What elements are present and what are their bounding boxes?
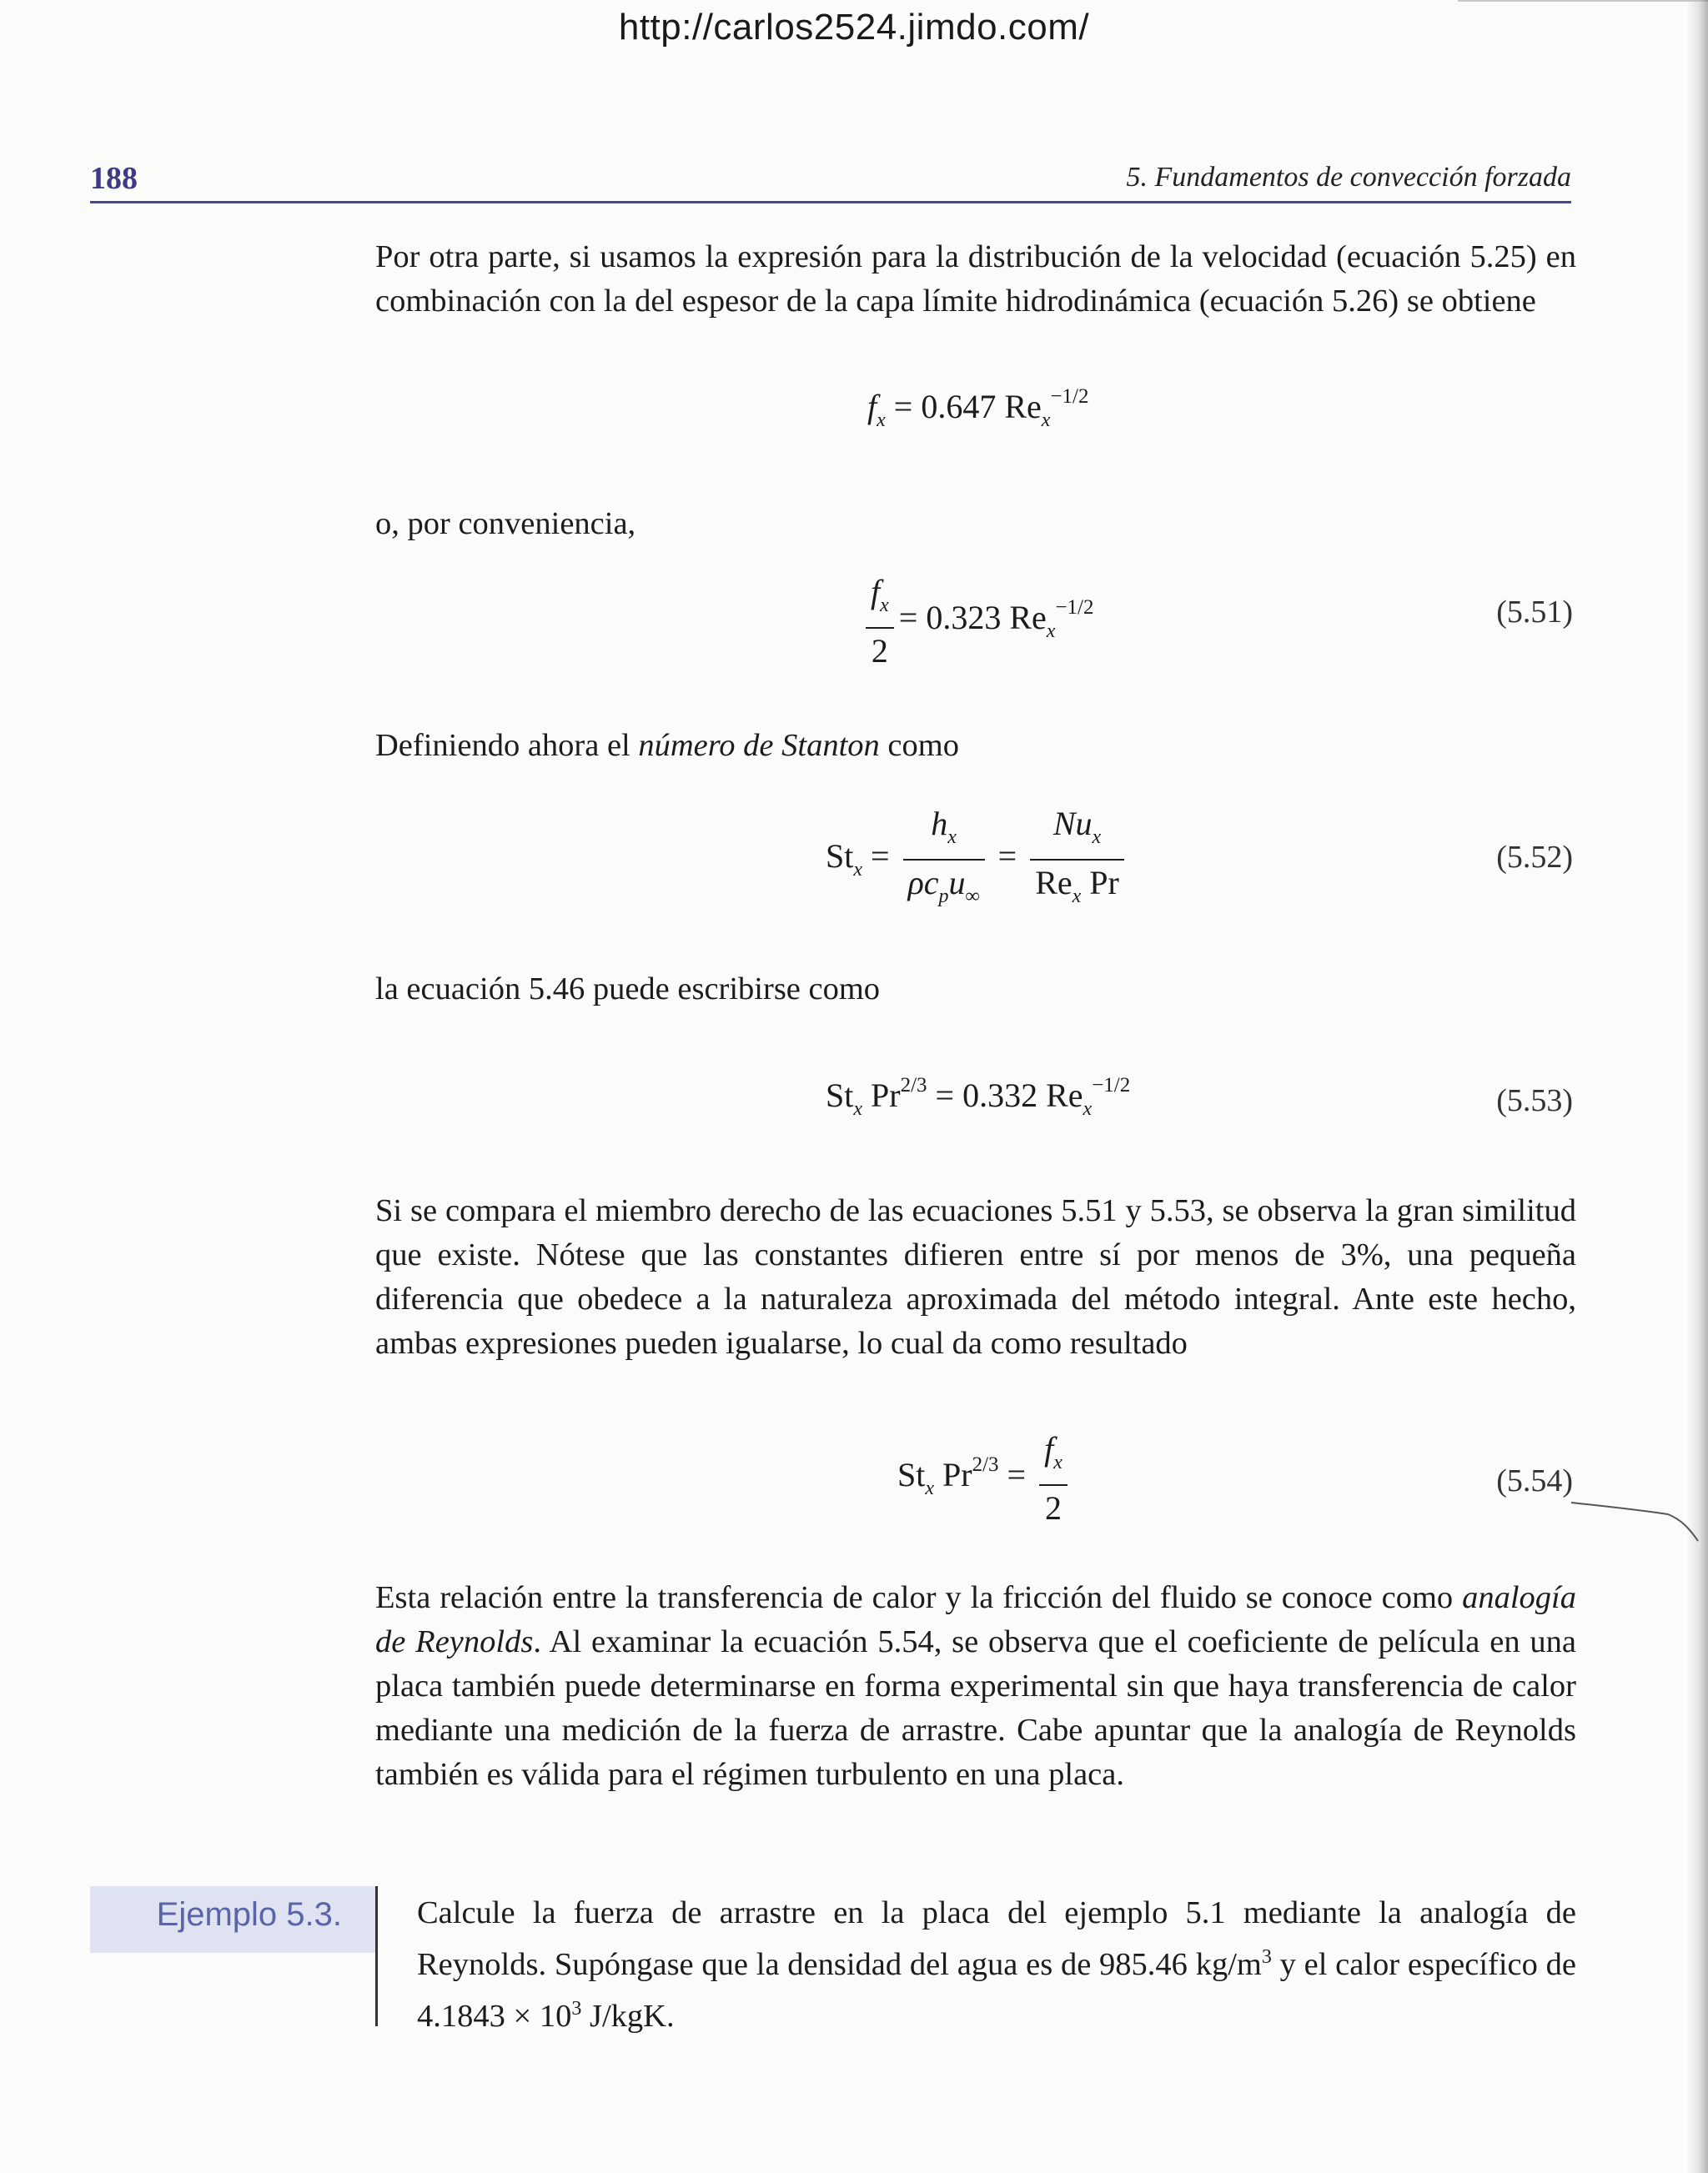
eq-552-f2-den-sub: x	[1072, 886, 1082, 907]
p6-before: Esta relación entre la transferencia de calor y la fricción del fluido se conoce como	[375, 1580, 1463, 1615]
example-text-after: J/kgK.	[581, 1999, 675, 2034]
eq-552-f2-num-sub: x	[1092, 826, 1102, 848]
example-text-mid: y el calor específico de 4.1843 × 10	[417, 1947, 1576, 2034]
p3-after: como	[879, 728, 959, 763]
page-number: 188	[90, 161, 138, 196]
eq-551-rhs: = 0.323 Re	[898, 599, 1047, 637]
eq-a-lhs: f	[867, 388, 877, 425]
eq-553-rhs: = 0.332 Re	[935, 1076, 1083, 1114]
handwritten-pen-stroke	[1568, 1501, 1701, 1551]
equation-5-53	[826, 1074, 1130, 1121]
fraction-nu-over-re-pr	[1030, 804, 1124, 916]
eq-551-num: f	[871, 573, 881, 610]
paragraph-intro: Por otra parte, si usamos la expresión para la distribución de la velocidad (ecuación 5.25) en combinación con la del espesor de la capa límite hidrodinámica (ecuación 5.26) se obtiene	[375, 239, 1576, 319]
eq-552-f2-den-re: Re	[1035, 864, 1073, 901]
eq-553-pr: Pr	[871, 1076, 901, 1114]
example-sup-2: 3	[571, 1998, 582, 2020]
example-sup-1: 3	[1261, 1946, 1272, 1968]
eq-552-f1-den-sub-p: p	[938, 886, 949, 907]
equation-5-52	[826, 804, 1129, 916]
example-label-box	[90, 1886, 375, 1953]
eq-551-rhs-sup: −1/2	[1055, 596, 1094, 620]
example-left-bar	[375, 1886, 378, 2026]
eq-552-f1-den-u: u	[948, 864, 966, 901]
eq-552-eq2: =	[997, 837, 1017, 876]
example-statement	[417, 1891, 1576, 2039]
eq-a-rhs: = 0.647 Re	[893, 388, 1042, 425]
eq-554-pr: Pr	[942, 1456, 972, 1494]
top-edge-rule	[1458, 0, 1708, 2]
eq-554-pr-sup: 2/3	[972, 1453, 999, 1477]
page-edge-shadow	[1686, 0, 1708, 2173]
eq-553-lhs: St	[826, 1076, 854, 1114]
paragraph-eq-546: la ecuación 5.46 puede escribirse como	[375, 971, 881, 1006]
equation-5-51	[861, 572, 1093, 670]
eq-552-lhs: St	[826, 837, 854, 876]
eq-553-pr-sup: 2/3	[900, 1074, 927, 1097]
running-head	[90, 155, 1571, 203]
paragraph-stanton-definition	[375, 724, 1576, 768]
p6-after: . Al examinar la ecuación 5.54, se observa que el coeficiente de película en una placa también puede determinarse en forma experimental sin que haya transferencia de calor mediante una medición de la fuerza de arrastre. Cabe apuntar que la analogía de Reynolds también es válida para el régimen turbulento en una placa.	[375, 1624, 1576, 1792]
paragraph-reynolds-analogy	[375, 1576, 1576, 1797]
chapter-title: 5. Fundamentos de convección forzada	[1126, 162, 1571, 193]
equation-5-54	[897, 1429, 1073, 1528]
eq-552-lhs-sub: x	[853, 859, 863, 881]
eq-551-num-sub: x	[880, 595, 889, 616]
fraction-fx-over-2	[866, 572, 894, 670]
equation-number-5-54: (5.54)	[1496, 1463, 1573, 1498]
eq-552-f2-den-pr: Pr	[1089, 864, 1119, 901]
p3-before: Definiendo ahora el	[375, 728, 639, 763]
equation-friction-coefficient	[867, 385, 1088, 432]
eq-554-lhs-sub: x	[925, 1478, 935, 1500]
paragraph-convenience: o, por conveniencia,	[375, 506, 636, 541]
source-url: http://carlos2524.jimdo.com/	[618, 7, 1090, 48]
equation-number-5-52: (5.52)	[1496, 840, 1573, 875]
fraction-h-over-rho-cp-u	[903, 804, 985, 916]
example-label: Ejemplo 5.3.	[156, 1896, 342, 1933]
eq-552-eq1: =	[871, 837, 890, 876]
eq-554-den: 2	[1045, 1489, 1062, 1527]
stanton-number-term: número de Stanton	[638, 728, 880, 763]
paragraph-comparison: Si se compara el miembro derecho de las ecuaciones 5.51 y 5.53, se observa la gran similitud que existe. Nótese que las constantes difieren entre sí por menos de 3%, una pequeña diferencia que obedece a la naturaleza aproximada del método integral. Ante este hecho, ambas expresiones pueden igualarse, lo cual da como resultado	[375, 1193, 1576, 1361]
eq-a-rhs-sup: −1/2	[1050, 385, 1089, 408]
eq-552-f2-num: Nu	[1052, 805, 1093, 842]
equation-number-5-51: (5.51)	[1496, 595, 1573, 630]
eq-551-rhs-sub: x	[1046, 620, 1056, 643]
eq-553-rhs-sub: x	[1083, 1098, 1093, 1120]
eq-553-lhs-sub: x	[853, 1098, 863, 1120]
eq-551-den: 2	[871, 632, 888, 670]
eq-a-lhs-sub: x	[877, 409, 886, 431]
eq-554-lhs: St	[897, 1456, 926, 1494]
eq-552-f1-den-a: ρc	[907, 864, 939, 901]
eq-a-rhs-sub: x	[1041, 409, 1051, 431]
reynolds-analogy-term: analogía de Reynolds	[375, 1580, 1576, 1659]
eq-552-f1-den-sub-inf: ∞	[965, 886, 980, 907]
eq-554-num-sub: x	[1053, 1452, 1062, 1473]
eq-554-num: f	[1044, 1430, 1054, 1468]
equation-number-5-53: (5.53)	[1496, 1083, 1573, 1118]
eq-553-rhs-sup: −1/2	[1092, 1074, 1131, 1097]
fraction-fx-over-2-554	[1039, 1429, 1068, 1528]
eq-554-eq: =	[1007, 1456, 1027, 1494]
eq-552-f1-num-sub: x	[947, 826, 957, 848]
eq-552-f1-num: h	[931, 805, 948, 842]
example-text-before: Calcule la fuerza de arrastre en la placa del ejemplo 5.1 mediante la analogía de Reynolds. Supóngase que la densidad del agua es de 985.46 kg/m	[417, 1895, 1576, 1982]
header-rule	[90, 201, 1571, 203]
